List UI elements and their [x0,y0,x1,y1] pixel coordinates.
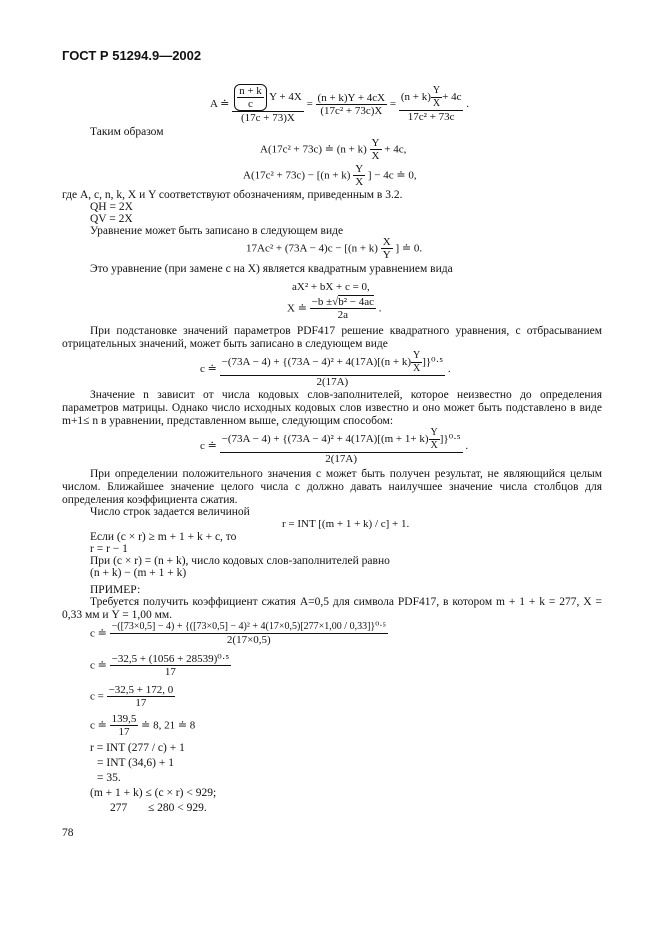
ex3-num: −32,5 + 172, 0 [108,684,174,696]
ex2-num: −32,5 + (1056 + 28539)⁰·⁵ [111,653,230,665]
eq-a-inner-den: c [237,97,264,110]
text-rows: Число строк задается величиной [90,506,250,518]
eq-f-num-pre: −(73A − 4) + {(73A − 4)² + 4(17A)[(m + 1+ k) [221,433,429,446]
ex4-post: ≐ 8, 21 ≐ 8 [141,719,196,732]
eq-a-end: . [466,98,469,110]
eq-e-den: 2(17A) [220,375,445,388]
eq-c-y: Y [382,249,391,261]
ex4-lhs: c ≐ [90,719,107,732]
equation-d1: aX² + bX + c = 0, [292,281,370,293]
eq-b1-y: Y [371,137,380,149]
text-eq-written: Уравнение может быть записано в следующем виде [90,225,344,237]
condition-2: r = r − 1 [90,543,128,555]
eq-a-num3-pre: (n + k) [400,91,431,104]
condition-1: Если (c × r) ≥ m + 1 + k + c, то [90,531,237,543]
equation-f [200,427,468,465]
document-header: ГОСТ Р 51294.9—2002 [62,48,202,63]
example-line-5: r = INT (277 / c) + 1 [90,742,185,754]
eq-d2-lhs: X ≐ [287,302,307,315]
eq-b1-x: X [371,150,380,162]
ex1-num: −([73×0,5] − 4) + {([73×0,5] − 4)² + 4(17×0,5)[277×1,00 / 0,33]}⁰·⁵ [111,621,387,632]
example-eq-1 [90,621,388,646]
example-line-7: = 35. [97,772,121,784]
eq-a-num1-tail: Y + 4X [269,91,302,104]
example-paragraph: Требуется получить коэффициент сжатия A=0,5 для символа PDF417, в котором m + 1 + k = 277, X = 0,33 мм и Y = 1,00 мм. [62,596,602,621]
eq-a-den2: (17c² + 73c)X [316,104,388,117]
text-quadratic: Это уравнение (при замене c на X) является квадратным уравнением вида [90,263,453,275]
eq-a-fraction-1 [232,84,304,124]
ex3-lhs: c = [90,690,104,703]
example-line-6: = INT (34,6) + 1 [97,757,174,769]
ex2-den: 17 [110,665,232,678]
eq-a-num3-x: X [432,98,441,109]
eq-a-eq2: = [389,98,397,110]
eq-e-y: Y [413,350,421,361]
example-eq-2 [90,653,231,678]
equation-c [246,236,422,261]
ex2-lhs: c ≐ [90,659,107,672]
sqrt-sign-icon: √ [332,296,339,308]
eq-d2-end: . [378,302,382,315]
condition-3: При (c × r) = (n + k), число кодовых слов-заполнителей равно [90,555,390,567]
eq-f-den: 2(17A) [220,452,463,465]
example-line-9-value: 277 [110,802,128,814]
equation-b2 [243,163,417,188]
eq-a-num2: (n + k)Y + 4cX [317,91,386,104]
eq-f-end: . [465,440,469,452]
eq-a-num3-post: + 4c [442,91,462,104]
eq-c-pre: 17Ac² + (73A − 4)c − [(n + k) [246,242,378,255]
eq-b2-post: ] − 4c ≐ 0, [367,169,417,182]
eq-a-den1: (17c + 73)X [232,111,304,124]
example-line-9-relation: ≤ 280 < 929. [148,802,207,814]
equation-b1 [260,137,406,162]
eq-f-x: X [430,440,438,451]
eq-a-inner-num: n + k [239,85,262,97]
paragraph-positive: При определении положительного значения c может быть получен результат, не являющийся целым числом. Ближайшее значение целого числа c должно давать наилучшее значение числа столбцов для определения коэффициента сжатия. [62,468,602,506]
eq-f-y: Y [430,427,438,438]
equation-a [210,84,469,124]
equation-d2 [287,296,382,321]
equation-rows: r = INT [(m + 1 + k) / c] + 1. [282,518,410,530]
eq-c-post: ] ≐ 0. [395,242,423,255]
eq-f-lhs: c ≐ [200,440,217,452]
ex1-lhs: c ≐ [90,627,107,640]
ex3-den: 17 [107,696,176,709]
paragraph-n-depends: Значение n зависит от числа кодовых слов-заполнителей, которое неизвестно до определения параметров матрицы. Однако число исходных кодовых слов известно и оно может быть подставлено в виде m+1≤ n в уравнении, представленном выше, следующим способом: [62,389,602,427]
condition-4: (n + k) − (m + 1 + k) [90,567,187,579]
eq-a-den3: 17c² + 73c [399,110,464,123]
eq-e-num-post: ]}⁰·⁵ [422,356,444,369]
eq-e-end: . [447,363,451,375]
ex4-den: 17 [110,725,139,738]
eq-d2-den: 2a [310,308,376,321]
eq-d2-num-pre: −b ± [311,296,333,308]
paragraph-substitution: При подстановке значений параметров PDF417 решение квадратного уравнения, с отбрасыванием отрицательных значений, может быть записано в следующем виде [62,325,602,350]
ex4-num: 139,5 [111,713,137,725]
example-title: ПРИМЕР: [90,584,141,596]
eq-b1-pre: A(17c² + 73c) ≐ (n + k) [260,143,367,156]
eq-b2-x: X [355,176,364,188]
eq-b2-y: Y [355,163,364,175]
text-qh: QH = 2X [90,201,133,213]
eq-f-num-post: ]}⁰·⁵ [439,433,461,446]
example-eq-3 [90,684,175,709]
eq-e-x: X [413,363,421,374]
ex1-den: 2(17×0,5) [110,633,388,646]
eq-d2-sqrt: b² − 4ac [338,296,374,308]
text-where: где A, c, n, k, X и Y соответствуют обозначениям, приведенным в 3.2. [62,189,403,201]
eq-a-fraction-3 [399,85,464,123]
eq-e-lhs: c ≐ [200,363,217,375]
page-number: 78 [62,827,74,839]
eq-b1-post: + 4c, [384,143,407,156]
eq-b2-pre: A(17c² + 73c) − [(n + k) [243,169,351,182]
eq-a-lhs: A ≐ [210,98,230,110]
eq-a-num3-y: Y [432,85,441,96]
eq-a-eq1: = [306,98,313,110]
example-line-8: (m + 1 + k) ≤ (c × r) < 929; [90,787,217,799]
eq-c-x: X [382,236,391,248]
eq-a-fraction-2 [316,92,388,117]
eq-e-num-pre: −(73A − 4) + {(73A − 4)² + 4(17A)[(n + k) [221,356,411,369]
example-eq-4 [90,713,195,738]
equation-e [200,350,451,388]
text-qv: QV = 2X [90,213,133,225]
text-thus: Таким образом [90,126,164,138]
